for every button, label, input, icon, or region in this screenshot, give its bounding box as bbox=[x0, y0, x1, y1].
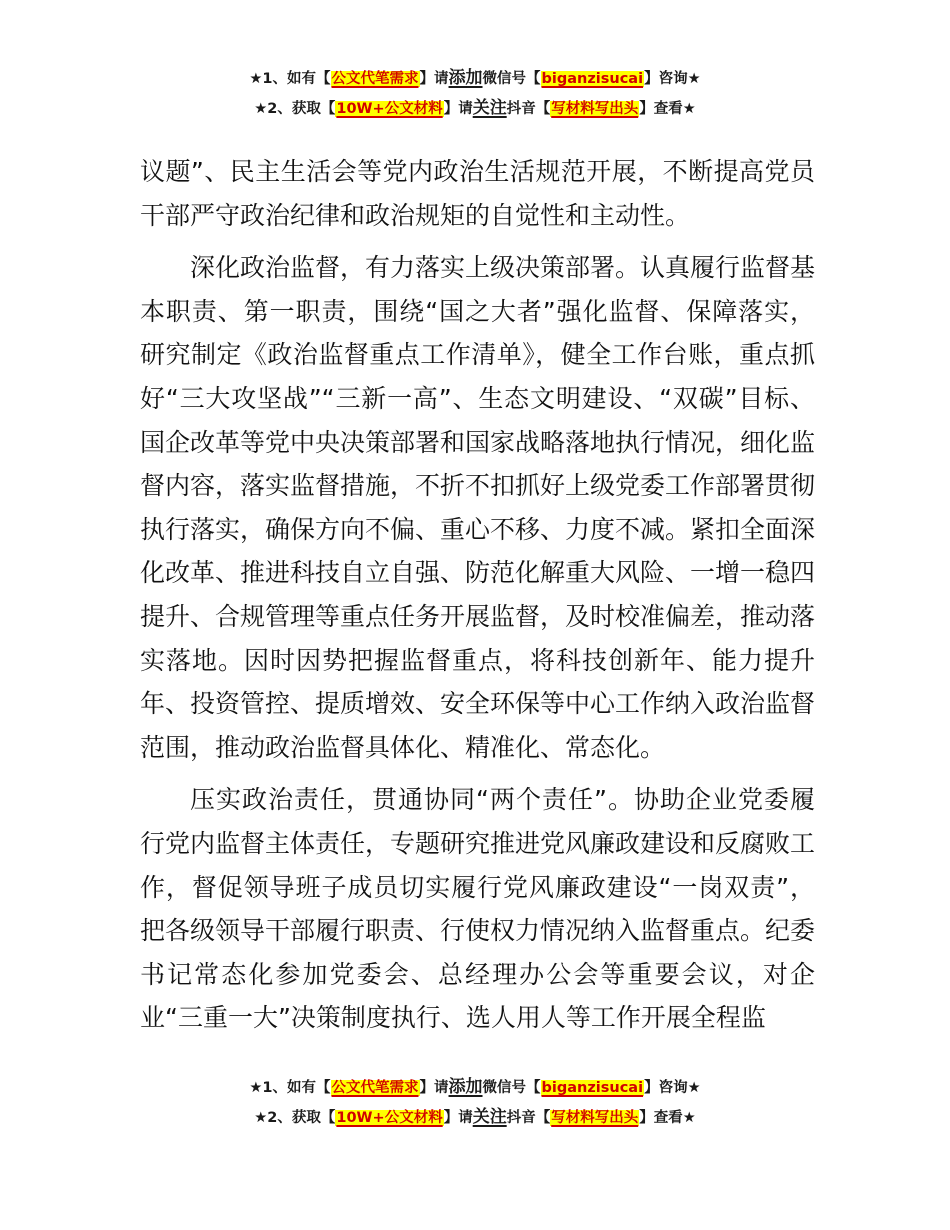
document-body bbox=[140, 150, 815, 1049]
banner-text: 抖音【 bbox=[506, 101, 551, 117]
highlight-wechat-id: biganzisucai bbox=[541, 71, 644, 87]
banner-text: 】请 bbox=[419, 71, 449, 87]
banner-text: 】请 bbox=[419, 1080, 449, 1096]
star-icon: ★ bbox=[249, 71, 263, 87]
emphasis-add: 添加 bbox=[448, 1077, 483, 1097]
banner-text: 抖音【 bbox=[506, 1110, 551, 1126]
emphasis-follow: 关注 bbox=[472, 98, 507, 118]
banner-text: 】请 bbox=[443, 1110, 473, 1126]
star-icon: ★ bbox=[249, 1080, 263, 1096]
star-icon: ★ bbox=[687, 71, 701, 87]
highlight-materials: 10W+公文材料 bbox=[336, 1110, 443, 1126]
footer-banner bbox=[0, 1077, 950, 1137]
banner-line-1 bbox=[0, 1077, 950, 1097]
highlight-service: 公文代笔需求 bbox=[331, 1080, 419, 1096]
paragraph-continuation: 议题”、民主生活会等党内政治生活规范开展，不断提高党员干部严守政治纪律和政治规矩的自觉性和主动性。 bbox=[140, 157, 815, 230]
paragraph-political-responsibility: 压实政治责任，贯通协同“两个责任”。协助企业党委履行党内监督主体责任，专题研究推进党风廉政建设和反腐败工作，督促领导班子成员切实履行党风廉政建设“一岗双责”，把各级领导干部履行职责、行使权力情况纳入监督重点。纪委书记常态化参加党委会、总经理办公会等重要会议，对企业“三重一大”决策制度执行、选人用人等工作开展全程监 bbox=[140, 785, 816, 1033]
banner-text: 】咨询 bbox=[644, 1080, 688, 1096]
highlight-douyin-account: 写材料写出头 bbox=[551, 101, 639, 117]
banner-text: 1、如有【 bbox=[262, 71, 331, 87]
banner-line-1 bbox=[0, 68, 950, 88]
banner-text: 】查看 bbox=[639, 1110, 683, 1126]
banner-text: 2、获取【 bbox=[267, 1110, 336, 1126]
highlight-douyin-account: 写材料写出头 bbox=[551, 1110, 639, 1126]
banner-text: 微信号【 bbox=[482, 71, 541, 87]
banner-text: 1、如有【 bbox=[262, 1080, 331, 1096]
banner-line-2 bbox=[0, 98, 950, 118]
emphasis-add: 添加 bbox=[448, 68, 483, 88]
banner-line-2 bbox=[0, 1107, 950, 1127]
banner-text: 】查看 bbox=[639, 101, 683, 117]
paragraph-political-supervision: 深化政治监督，有力落实上级决策部署。认真履行监督基本职责、第一职责，围绕“国之大者”强化监督、保障落实，研究制定《政治监督重点工作清单》，健全工作台账，重点抓好“三大攻坚战”“三新一高”、生态文明建设、“双碳”目标、国企改革等党中央决策部署和国家战略落地执行情况，细化监督内容，落实监督措施，不折不扣抓好上级党委工作部署贯彻执行落实，确保方向不偏、重心不移、力度不减。紧扣全面深化改革、推进科技自立自强、防范化解重大风险、一增一稳四提升、合规管理等重点任务开展监督，及时校准偏差，推动落实落地。因时因势把握监督重点，将科技创新年、能力提升年、投资管控、提质增效、安全环保等中心工作纳入政治监督范围，推动政治监督具体化、精准化、常态化。 bbox=[140, 253, 816, 762]
banner-text: 】请 bbox=[443, 101, 473, 117]
highlight-service: 公文代笔需求 bbox=[331, 71, 419, 87]
banner-text: 】咨询 bbox=[644, 71, 688, 87]
star-icon: ★ bbox=[682, 101, 696, 117]
highlight-wechat-id: biganzisucai bbox=[541, 1080, 644, 1096]
header-banner bbox=[0, 68, 950, 128]
star-icon: ★ bbox=[254, 101, 268, 117]
banner-text: 2、获取【 bbox=[267, 101, 336, 117]
emphasis-follow: 关注 bbox=[472, 1107, 507, 1127]
highlight-materials: 10W+公文材料 bbox=[336, 101, 443, 117]
star-icon: ★ bbox=[254, 1110, 268, 1126]
banner-text: 微信号【 bbox=[482, 1080, 541, 1096]
star-icon: ★ bbox=[687, 1080, 701, 1096]
star-icon: ★ bbox=[682, 1110, 696, 1126]
